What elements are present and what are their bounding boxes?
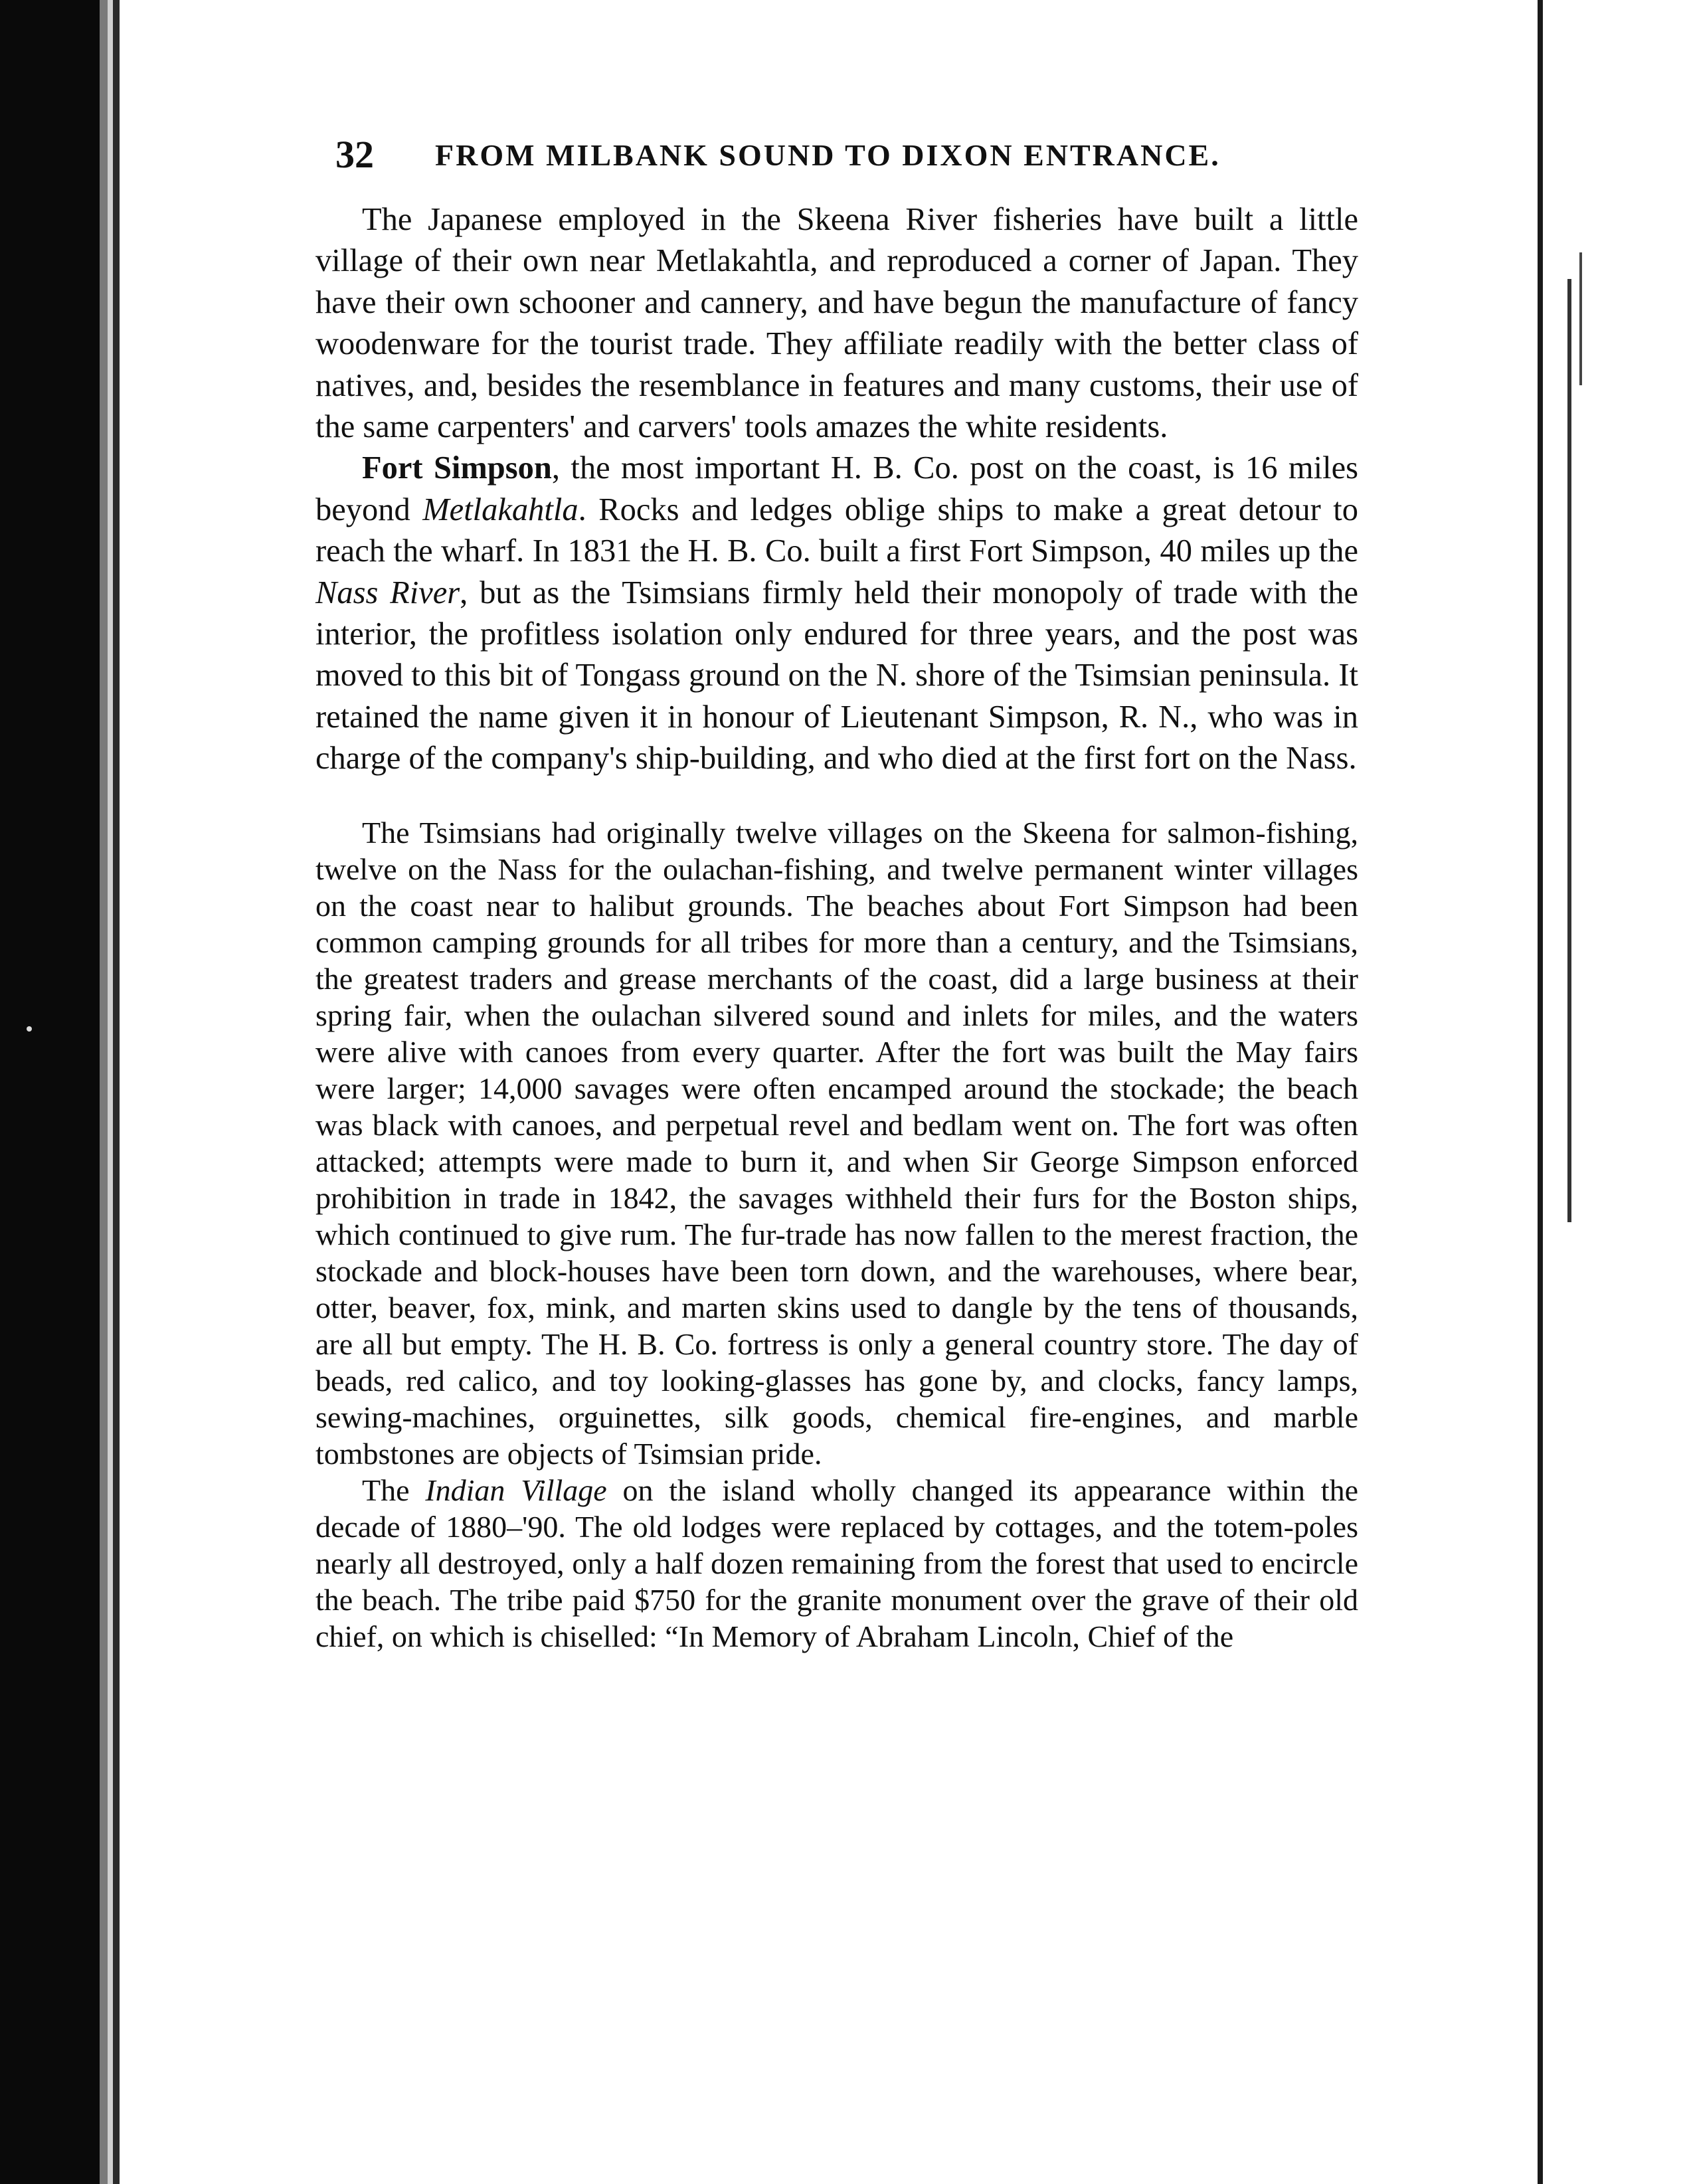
paragraph-japanese-village: The Japanese employed in the Skeena River fisheries have built a little village of their own near Metlakahtla, and reproduced a corner of Japan. They have their own schooner and cannery, and have begun the manufacture of fancy woodenware for the tourist trade. They affiliate readily with the better class of natives, and, besides the resemblance in features and many customs, their use of the same carpenters' and carvers' tools amazes the white residents. (315, 202, 1358, 445)
paragraph-gap (315, 780, 1358, 814)
indian-village-italic: Indian Village (425, 1473, 607, 1507)
page-number: 32 (335, 133, 374, 176)
metlakahtla-italic: Metlakahtla (422, 492, 578, 527)
fort-simpson-text-b: . Rocks and ledges oblige ships to make a great detour to reach the wharf. In 1831 the H. B. Co. built a first Fort Simpson, 40 miles up the (315, 492, 1358, 569)
nass-river-italic: Nass River (315, 575, 460, 610)
fort-simpson-heading: Fort Simpson (362, 450, 552, 486)
page-header (335, 132, 1285, 178)
indian-village-text-b: on the island wholly changed its appearance within the decade of 1880–'90. The old lodges were replaced by cottages, and the totem-poles nearly all destroyed, only a half dozen remaining from the forest that used to encircle the beach. The tribe paid $750 for the granite monument over the grave of their old chief, on which is chiselled: “In Memory of Abraham Lincoln, Chief of the (315, 1473, 1359, 1653)
small-type-section (315, 814, 1358, 1655)
facing-page-edge (1538, 0, 1687, 2184)
paragraph-indian-village (315, 1472, 1358, 1655)
scan-speck (27, 1026, 32, 1032)
page-fold-shadow (1567, 279, 1571, 1222)
paragraph-fort-simpson (315, 448, 1358, 779)
page-body (315, 199, 1358, 1655)
spine-edge-dark (100, 0, 108, 2184)
page-fold-mark (1579, 252, 1582, 385)
fort-simpson-text-c: , but as the Tsimsians firmly held their monopoly of trade with the interior, the profitless isolation only endured for three years, and the post was moved to this bit of Tongass ground on the N. shore of the Tsimsian peninsula. It retained the name given it in honour of Lieutenant Simpson, R. N., who was in charge of the company's ship-building, and who died at the first fort on the Nass. (315, 575, 1358, 776)
running-head: FROM MILBANK SOUND TO DIXON ENTRANCE. (435, 138, 1221, 172)
indian-village-text-a: The (362, 1473, 426, 1507)
book-spine (0, 0, 100, 2184)
spine-edge-shadow (113, 0, 120, 2184)
paragraph-tsimsians: The Tsimsians had originally twelve villages on the Skeena for salmon-fishing, twelve on the Nass for the oulachan-fishing, and twelve permanent winter villages on the coast near to halibut grounds. The beaches about Fort Simpson had been common camping grounds for all tribes for more than a century, and the Tsimsians, the greatest traders and grease merchants of the coast, did a large business at their spring fair, when the oulachan silvered sound and inlets for miles, and the waters were alive with canoes from every quarter. After the fort was built the May fairs were larger; 14,000 savages were often encamped around the stockade; the beach was black with canoes, and perpetual revel and bedlam went on. The fort was often attacked; attempts were made to burn it, and when Sir George Simpson enforced prohibition in trade in 1842, the savages withheld their furs for the Boston ships, which continued to give rum. The fur-trade has now fallen to the merest fraction, the stockade and block-houses have been torn down, and the warehouses, where bear, otter, beaver, fox, mink, and marten skins used to dangle by the tens of thousands, are all but empty. The H. B. Co. fortress is only a general country store. The day of beads, red calico, and toy looking-glasses has gone by, and clocks, fancy lamps, sewing-machines, orguinettes, silk goods, chemical fire-engines, and marble tombstones are objects of Tsimsian pride. (315, 815, 1358, 1471)
spine-edge-light (108, 0, 113, 2184)
fort-simpson-text-a: , the most important H. B. Co. post on the coast, is 16 miles beyond (315, 450, 1358, 527)
